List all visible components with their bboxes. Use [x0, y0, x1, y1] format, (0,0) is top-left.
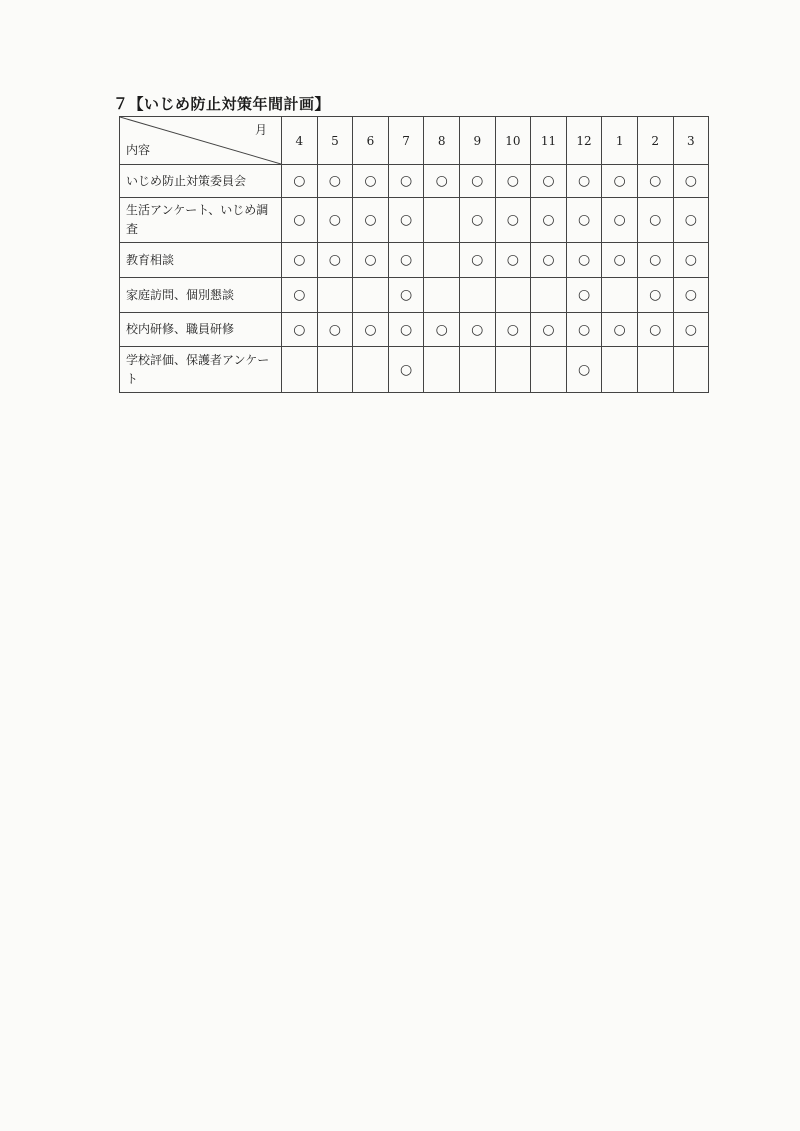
circle-mark: ○ — [506, 321, 519, 338]
month-cell — [495, 243, 531, 278]
circle-mark: ○ — [471, 173, 484, 189]
month-cell — [566, 313, 602, 347]
month-cell — [495, 165, 531, 198]
month-cell — [566, 347, 602, 393]
circle-mark: ○ — [435, 321, 448, 338]
circle-mark: ○ — [399, 212, 413, 228]
circle-mark: ○ — [684, 321, 697, 338]
circle-mark: ○ — [399, 252, 413, 268]
month-header: 4 — [282, 117, 318, 165]
month-cell — [637, 347, 673, 393]
section-title: ７【いじめ防止対策年間計画】 — [113, 95, 331, 113]
circle-mark: ○ — [506, 212, 519, 228]
month-cell — [673, 313, 709, 347]
month-cell — [637, 165, 673, 198]
circle-mark: ○ — [649, 173, 662, 189]
month-cell — [424, 198, 460, 243]
circle-mark: ○ — [399, 321, 413, 338]
circle-mark: ○ — [577, 287, 591, 303]
annual-plan-table — [119, 116, 709, 393]
circle-mark: ○ — [293, 173, 306, 189]
month-header: 12 — [566, 117, 602, 165]
month-cell — [317, 165, 353, 198]
circle-mark: ○ — [684, 252, 697, 268]
month-cell — [602, 347, 638, 393]
circle-mark: ○ — [577, 173, 591, 189]
month-cell — [353, 313, 389, 347]
month-header: 10 — [495, 117, 531, 165]
table-row — [120, 347, 709, 393]
month-cell — [602, 243, 638, 278]
content-label: 内容 — [126, 143, 151, 157]
circle-mark: ○ — [328, 212, 341, 228]
month-cell — [388, 243, 424, 278]
month-cell — [424, 347, 460, 393]
circle-mark: ○ — [542, 321, 555, 338]
month-cell — [531, 243, 567, 278]
circle-mark: ○ — [328, 252, 341, 268]
circle-mark: ○ — [542, 252, 555, 268]
month-cell — [637, 243, 673, 278]
month-header: 3 — [673, 117, 709, 165]
month-cell — [424, 165, 460, 198]
month-cell — [637, 313, 673, 347]
month-cell — [459, 165, 495, 198]
month-label: 月 — [254, 123, 267, 137]
plan-item-label: 校内研修、職員研修 — [120, 313, 282, 347]
month-cell — [388, 313, 424, 347]
circle-mark: ○ — [542, 173, 555, 189]
month-cell — [531, 165, 567, 198]
corner-header-cell — [120, 117, 282, 165]
circle-mark: ○ — [649, 287, 662, 303]
month-cell — [602, 198, 638, 243]
circle-mark: ○ — [577, 361, 591, 378]
circle-mark: ○ — [613, 212, 626, 228]
month-cell — [317, 243, 353, 278]
circle-mark: ○ — [613, 252, 626, 268]
circle-mark: ○ — [293, 321, 306, 338]
month-cell — [317, 313, 353, 347]
month-cell — [459, 278, 495, 313]
month-cell — [495, 198, 531, 243]
month-header: 6 — [353, 117, 389, 165]
month-cell — [459, 347, 495, 393]
month-cell — [459, 198, 495, 243]
month-cell — [317, 198, 353, 243]
circle-mark: ○ — [613, 173, 626, 189]
circle-mark: ○ — [471, 321, 484, 338]
month-cell — [388, 347, 424, 393]
month-cell — [459, 313, 495, 347]
month-cell — [282, 278, 318, 313]
circle-mark: ○ — [613, 321, 626, 338]
month-cell — [673, 278, 709, 313]
month-cell — [282, 347, 318, 393]
circle-mark: ○ — [364, 321, 377, 338]
month-cell — [282, 198, 318, 243]
month-cell — [317, 278, 353, 313]
circle-mark: ○ — [399, 287, 413, 303]
month-cell — [602, 278, 638, 313]
month-cell — [495, 347, 531, 393]
circle-mark: ○ — [649, 212, 662, 228]
month-cell — [353, 243, 389, 278]
month-cell — [424, 313, 460, 347]
circle-mark: ○ — [364, 173, 377, 189]
circle-mark: ○ — [577, 212, 591, 228]
circle-mark: ○ — [328, 173, 341, 189]
circle-mark: ○ — [293, 252, 306, 268]
circle-mark: ○ — [293, 287, 306, 303]
month-header: 2 — [637, 117, 673, 165]
month-cell — [531, 313, 567, 347]
month-cell — [459, 243, 495, 278]
circle-mark: ○ — [328, 321, 341, 338]
month-cell — [673, 165, 709, 198]
circle-mark: ○ — [364, 252, 377, 268]
table-row — [120, 165, 709, 198]
circle-mark: ○ — [684, 287, 697, 303]
month-header: 7 — [388, 117, 424, 165]
month-header: 9 — [459, 117, 495, 165]
month-cell — [282, 165, 318, 198]
circle-mark: ○ — [506, 252, 519, 268]
plan-item-label: 家庭訪問、個別懇談 — [120, 278, 282, 313]
plan-item-label: 生活アンケート、いじめ調査 — [120, 198, 282, 243]
month-header: 11 — [531, 117, 567, 165]
month-header: 1 — [602, 117, 638, 165]
month-cell — [282, 313, 318, 347]
circle-mark: ○ — [399, 361, 413, 378]
month-cell — [495, 313, 531, 347]
circle-mark: ○ — [293, 212, 306, 228]
circle-mark: ○ — [684, 173, 697, 189]
month-cell — [317, 347, 353, 393]
month-header: 8 — [424, 117, 460, 165]
month-cell — [602, 165, 638, 198]
circle-mark: ○ — [577, 321, 591, 338]
month-cell — [388, 165, 424, 198]
month-cell — [531, 278, 567, 313]
month-cell — [531, 347, 567, 393]
table-row — [120, 313, 709, 347]
month-cell — [388, 278, 424, 313]
month-cell — [637, 278, 673, 313]
month-cell — [566, 198, 602, 243]
table-row — [120, 243, 709, 278]
month-cell — [637, 198, 673, 243]
circle-mark: ○ — [399, 173, 413, 189]
month-cell — [673, 198, 709, 243]
circle-mark: ○ — [471, 212, 484, 228]
month-cell — [566, 278, 602, 313]
month-cell — [495, 278, 531, 313]
month-cell — [531, 198, 567, 243]
month-header: 5 — [317, 117, 353, 165]
circle-mark: ○ — [577, 252, 591, 268]
table-row — [120, 198, 709, 243]
table-body — [120, 165, 709, 393]
plan-item-label: いじめ防止対策委員会 — [120, 165, 282, 198]
month-cell — [566, 243, 602, 278]
header-row — [120, 117, 709, 165]
circle-mark: ○ — [649, 252, 662, 268]
month-cell — [424, 278, 460, 313]
month-cell — [602, 313, 638, 347]
month-cell — [353, 198, 389, 243]
plan-item-label: 学校評価、保護者アンケート — [120, 347, 282, 393]
circle-mark: ○ — [542, 212, 555, 228]
month-cell — [353, 165, 389, 198]
circle-mark: ○ — [471, 252, 484, 268]
month-cell — [353, 347, 389, 393]
circle-mark: ○ — [649, 321, 662, 338]
month-cell — [388, 198, 424, 243]
circle-mark: ○ — [684, 212, 697, 228]
month-cell — [673, 243, 709, 278]
month-cell — [282, 243, 318, 278]
month-cell — [566, 165, 602, 198]
circle-mark: ○ — [435, 173, 448, 189]
plan-item-label: 教育相談 — [120, 243, 282, 278]
month-cell — [673, 347, 709, 393]
circle-mark: ○ — [506, 173, 519, 189]
month-cell — [353, 278, 389, 313]
month-cell — [424, 243, 460, 278]
table-row — [120, 278, 709, 313]
circle-mark: ○ — [364, 212, 377, 228]
